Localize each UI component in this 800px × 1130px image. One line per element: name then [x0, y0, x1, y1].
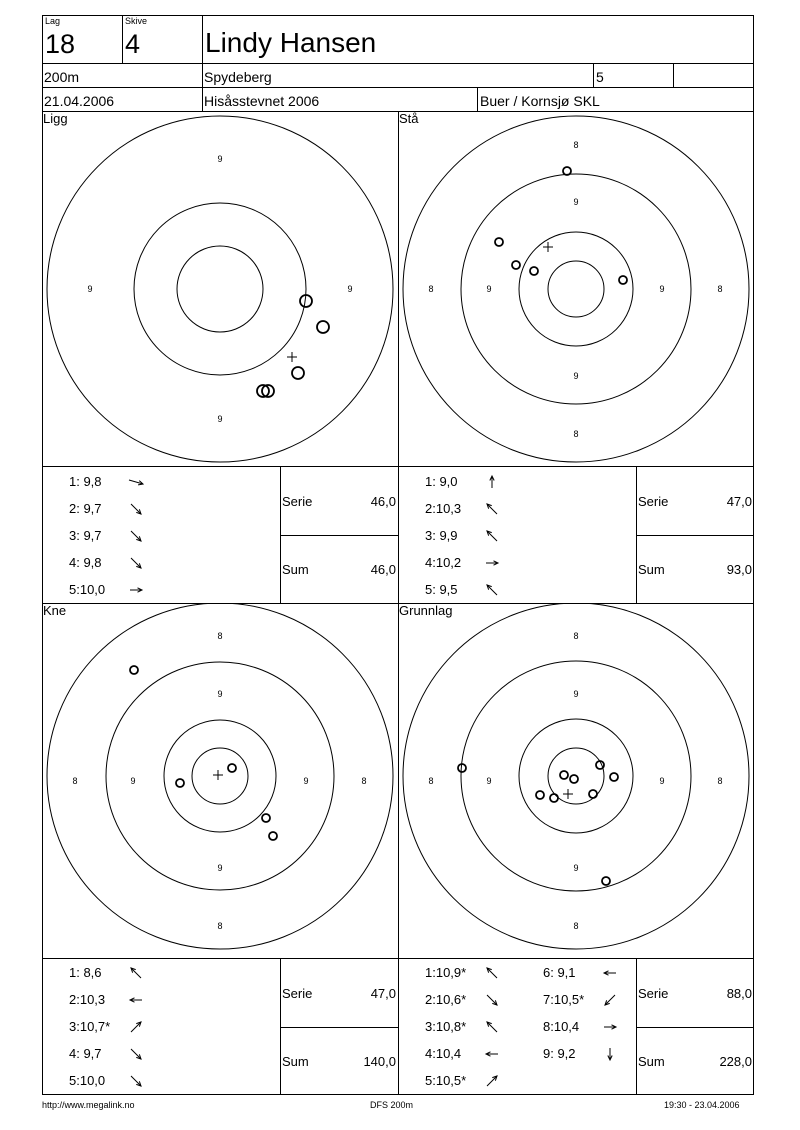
shot-score: 3: 9,9 — [425, 528, 458, 543]
ring-label: 9 — [573, 197, 579, 207]
shot-row — [543, 966, 576, 980]
shot-hole — [176, 779, 184, 787]
ring-label: 9 — [486, 284, 492, 294]
section-divider — [636, 1027, 754, 1028]
shot-hole — [570, 775, 578, 783]
skive-label: Skive — [125, 16, 148, 26]
shot-row — [69, 993, 105, 1007]
shot-hole — [228, 764, 236, 772]
section-title-ligg: Ligg — [43, 111, 68, 126]
header-divider — [673, 63, 674, 87]
shot-score: 7:10,5* — [543, 992, 585, 1007]
club-name: Buer / Kornsjø SKL — [480, 93, 600, 109]
ring-label: 9 — [303, 776, 309, 786]
shot-score: 4: 9,7 — [69, 1046, 102, 1061]
shot-hole — [550, 794, 558, 802]
shot-list-grunnlag — [425, 966, 535, 1091]
ring-label: 8 — [428, 284, 434, 294]
shot-hole — [530, 267, 538, 275]
shot-score: 2:10,3 — [425, 501, 462, 516]
center-mark — [287, 352, 297, 362]
shot-score: 3: 9,7 — [69, 528, 102, 543]
shot-list-ligg — [69, 475, 249, 600]
direction-arrow-icon — [127, 1045, 145, 1066]
direction-arrow-icon — [483, 991, 501, 1012]
event-name: Hisåsstevnet 2006 — [204, 93, 320, 109]
shot-score: 5:10,0 — [69, 1073, 106, 1088]
shot-row — [425, 502, 461, 516]
center-mark — [213, 770, 223, 780]
shot-row — [543, 1047, 576, 1061]
ring-label: 9 — [573, 371, 579, 381]
ring-label: 8 — [573, 921, 579, 931]
direction-arrow-icon — [127, 1072, 145, 1093]
ring-label: 8 — [573, 631, 579, 641]
ring-label: 9 — [573, 863, 579, 873]
shot-score: 1: 9,0 — [425, 474, 458, 489]
shot-score: 1: 9,8 — [69, 474, 102, 489]
direction-arrow-icon — [483, 581, 501, 602]
shot-row — [425, 966, 466, 980]
ring-label: 8 — [573, 140, 579, 150]
shot-row — [425, 1047, 461, 1061]
lag-value: 18 — [45, 29, 76, 59]
direction-arrow-icon — [127, 1018, 145, 1039]
skive-value: 4 — [125, 29, 141, 59]
shot-list-grunnlag — [543, 966, 633, 1091]
sum-value: 140,0 — [363, 1054, 396, 1069]
section-divider — [280, 535, 398, 536]
target-kne — [42, 603, 398, 958]
ring-label: 8 — [72, 776, 78, 786]
header-divider — [122, 15, 123, 63]
shot-row — [425, 1020, 466, 1034]
shot-hole — [495, 238, 503, 246]
footer-system: DFS 200m — [370, 1100, 414, 1110]
serie-value: 88,0 — [726, 986, 752, 1001]
footer-url[interactable]: http://www.megalink.no — [42, 1100, 135, 1110]
center-mark — [543, 242, 553, 252]
direction-arrow-icon — [127, 964, 145, 985]
shot-row — [425, 556, 461, 570]
place: Spydeberg — [204, 69, 272, 85]
shot-score: 2: 9,7 — [69, 501, 102, 516]
shot-score: 4:10,4 — [425, 1046, 462, 1061]
direction-arrow-icon — [127, 991, 145, 1012]
footer-timestamp: 19:30 - 23.04.2006 — [664, 1100, 740, 1110]
direction-arrow-icon — [483, 500, 501, 521]
section-title-grunnlag: Grunnlag — [399, 603, 453, 618]
direction-arrow-icon — [127, 554, 145, 575]
shot-score: 4: 9,8 — [69, 555, 102, 570]
sum-value: 93,0 — [726, 562, 752, 577]
direction-arrow-icon — [483, 1018, 501, 1039]
shot-row — [425, 993, 466, 1007]
serie-value: 46,0 — [370, 494, 396, 509]
ring-label: 9 — [486, 776, 492, 786]
ring-label: 8 — [717, 284, 723, 294]
shot-hole — [536, 791, 544, 799]
sum-label: Sum — [638, 1054, 665, 1069]
ring-label: 9 — [347, 284, 353, 294]
shot-row — [425, 529, 458, 543]
sum-label: Sum — [638, 562, 665, 577]
shot-hole — [602, 877, 610, 885]
ring-label: 9 — [573, 689, 579, 699]
direction-arrow-icon — [483, 1045, 501, 1066]
sum-value: 228,0 — [719, 1054, 752, 1069]
distance: 200m — [44, 69, 80, 85]
ring-label: 9 — [659, 776, 665, 786]
direction-arrow-icon — [601, 991, 619, 1012]
shot-row — [425, 583, 458, 597]
direction-arrow-icon — [483, 527, 501, 548]
direction-arrow-icon — [601, 1018, 619, 1039]
shot-score: 5:10,0 — [69, 582, 106, 597]
direction-arrow-icon — [127, 581, 145, 602]
target-ligg — [42, 111, 398, 466]
section-divider — [42, 466, 754, 467]
section-title-sta: Stå — [399, 111, 419, 126]
ring-label: 9 — [217, 154, 223, 164]
serie-value: 47,0 — [370, 986, 396, 1001]
shot-row — [69, 556, 102, 570]
direction-arrow-icon — [127, 527, 145, 548]
sum-label: Sum — [282, 1054, 309, 1069]
shot-score: 3:10,8* — [425, 1019, 467, 1034]
section-title-kne: Kne — [43, 603, 67, 618]
shot-score: 1: 8,6 — [69, 965, 102, 980]
shot-score: 5: 9,5 — [425, 582, 458, 597]
direction-arrow-icon — [483, 964, 501, 985]
ring-label: 9 — [217, 689, 223, 699]
shot-row — [69, 583, 105, 597]
direction-arrow-icon — [483, 554, 501, 575]
shooter-name: Lindy Hansen — [205, 27, 377, 58]
shot-score: 6: 9,1 — [543, 965, 576, 980]
shot-hole — [610, 773, 618, 781]
ring-label: 9 — [87, 284, 93, 294]
shot-hole — [317, 321, 329, 333]
shot-row — [69, 1074, 105, 1088]
shot-row — [69, 502, 102, 516]
direction-arrow-icon — [127, 473, 145, 494]
ring-label: 8 — [361, 776, 367, 786]
section-divider — [42, 958, 754, 959]
shot-score: 2:10,6* — [425, 992, 467, 1007]
sum-label: Sum — [282, 562, 309, 577]
header-divider — [42, 63, 754, 64]
direction-arrow-icon — [483, 1072, 501, 1093]
shot-list-sta — [425, 475, 605, 600]
ring-label: 9 — [659, 284, 665, 294]
section-divider — [636, 535, 754, 536]
center-mark — [563, 789, 573, 799]
shot-score: 1:10,9* — [425, 965, 467, 980]
direction-arrow-icon — [127, 500, 145, 521]
ring-label: 9 — [130, 776, 136, 786]
direction-arrow-icon — [601, 1045, 619, 1066]
direction-arrow-icon — [483, 473, 501, 494]
ring-label: 8 — [428, 776, 434, 786]
shot-row — [543, 1020, 579, 1034]
shot-row — [69, 966, 102, 980]
lag-label: Lag — [45, 16, 61, 26]
shot-row — [69, 1020, 110, 1034]
shot-row — [425, 475, 458, 489]
shot-score: 8:10,4 — [543, 1019, 580, 1034]
target-sta — [398, 111, 754, 466]
shot-hole — [269, 832, 277, 840]
ring-label: 9 — [217, 863, 223, 873]
header-divider — [593, 63, 594, 87]
shot-score: 9: 9,2 — [543, 1046, 576, 1061]
shot-hole — [130, 666, 138, 674]
shot-row — [543, 993, 584, 1007]
shot-hole — [262, 814, 270, 822]
ring-label: 8 — [717, 776, 723, 786]
series-count: 5 — [596, 69, 604, 85]
ring-label: 8 — [217, 921, 223, 931]
serie-value: 47,0 — [726, 494, 752, 509]
shot-score: 5:10,5* — [425, 1073, 467, 1088]
header-divider — [477, 87, 478, 111]
sum-value: 46,0 — [370, 562, 396, 577]
ring-label: 9 — [217, 414, 223, 424]
target-grunnlag — [398, 603, 754, 958]
section-divider — [280, 1027, 398, 1028]
serie-label: Serie — [638, 494, 669, 509]
ring-label: 8 — [217, 631, 223, 641]
shot-row — [69, 529, 102, 543]
shot-row — [69, 1047, 102, 1061]
serie-label: Serie — [282, 494, 313, 509]
header-divider — [202, 15, 203, 111]
shot-hole — [292, 367, 304, 379]
shot-score: 4:10,2 — [425, 555, 462, 570]
shot-row — [69, 475, 102, 489]
shot-hole — [619, 276, 627, 284]
shot-score: 3:10,7* — [69, 1019, 111, 1034]
shot-score: 2:10,3 — [69, 992, 106, 1007]
serie-label: Serie — [282, 986, 313, 1001]
shot-row — [425, 1074, 466, 1088]
shot-hole — [589, 790, 597, 798]
shot-list-kne — [69, 966, 249, 1091]
header-divider — [42, 87, 754, 88]
shot-hole — [560, 771, 568, 779]
date: 21.04.2006 — [44, 93, 115, 109]
ring-label: 8 — [573, 429, 579, 439]
serie-label: Serie — [638, 986, 669, 1001]
shot-hole — [563, 167, 571, 175]
shot-hole — [512, 261, 520, 269]
direction-arrow-icon — [601, 964, 619, 985]
